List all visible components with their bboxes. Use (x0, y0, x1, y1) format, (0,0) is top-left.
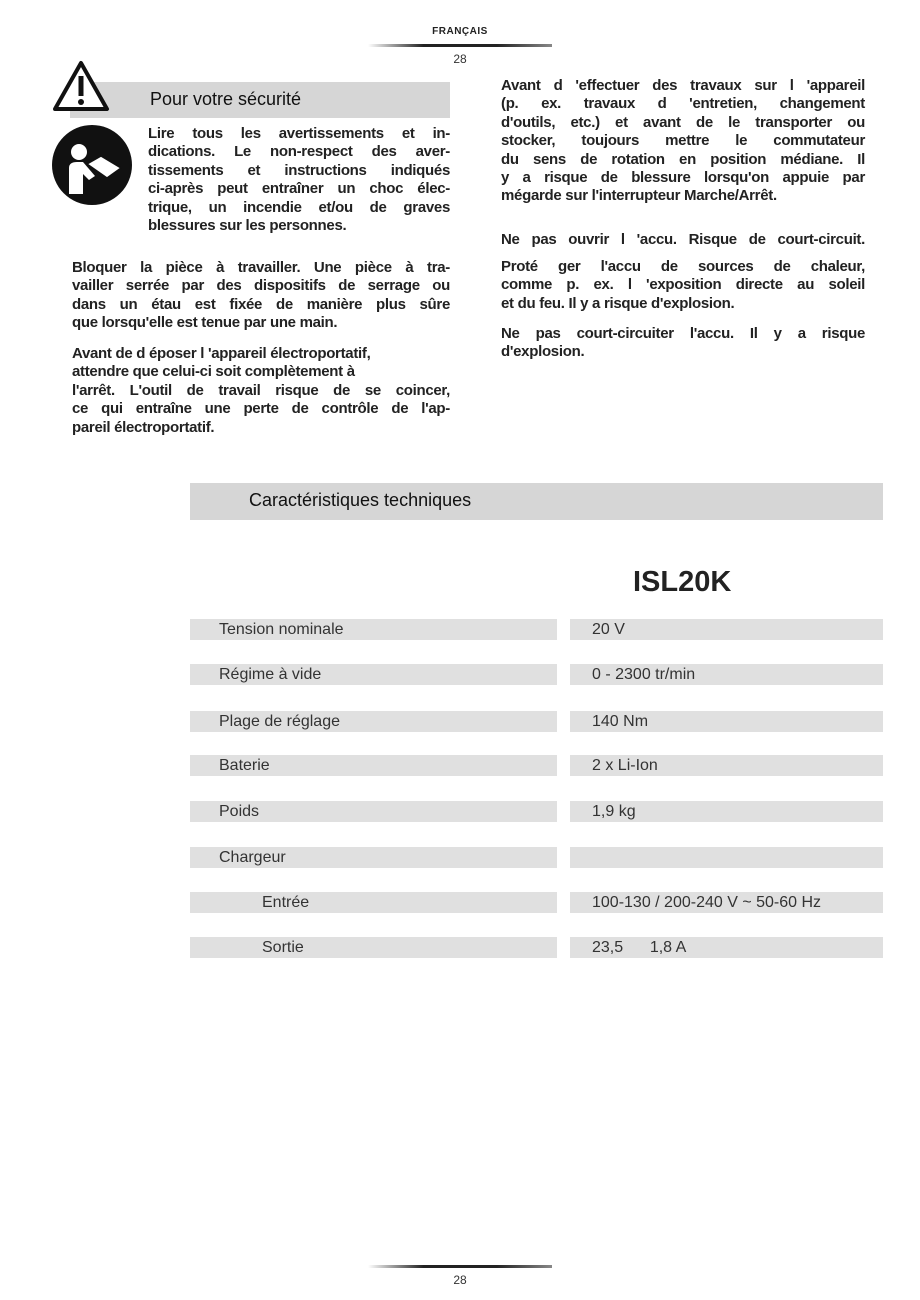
spec-value-text: 1,9 kg (592, 803, 636, 820)
safety-paragraph-5 (501, 258, 865, 313)
spec-label (190, 847, 557, 868)
spec-value (570, 847, 883, 868)
spec-value-text: 2 x Li-Ion (592, 757, 658, 774)
text-line: Avant de d époser l 'appareil électroportatif, (72, 345, 371, 362)
header-rule (368, 44, 552, 47)
text-line: Avant d 'effectuer des travaux sur l 'appareil (501, 77, 865, 94)
spec-label-text: Poids (219, 803, 260, 820)
spec-label (190, 711, 557, 732)
text-line: que lorsqu'elle est tenue par une main. (72, 314, 338, 332)
spec-value (570, 755, 883, 776)
spec-value-text: 140 Nm (592, 713, 649, 730)
text-line: Bloquer la pièce à travailler. Une pièce à tra- (72, 259, 450, 276)
text-line: vailler serrée par des dispositifs de serrage ou (72, 277, 450, 295)
language-header: FRANÇAIS (432, 26, 488, 37)
text-line: blessures sur les personnes. (148, 217, 347, 235)
safety-paragraph-3 (501, 77, 865, 206)
safety-paragraph-4 (501, 231, 865, 249)
read-manual-icon (51, 124, 133, 206)
text-line: dications. Le non-respect des aver- (148, 143, 450, 161)
text-line: mégarde sur l'interrupteur Marche/Arrêt. (501, 187, 777, 205)
text-line: Ne pas ouvrir l 'accu. Risque de court-circuit. (501, 231, 865, 248)
footer-rule (368, 1265, 552, 1268)
text-line: dans un étau est fixée de manière plus sûre (72, 295, 450, 313)
text-line: et du feu. Il y a risque d'explosion. (501, 294, 735, 312)
text-line: (p. ex. travaux d 'entretien, changement (501, 95, 865, 113)
spec-value (570, 892, 883, 913)
text-line: pareil électroportatif. (72, 418, 215, 436)
text-line: du sens de rotation en position médiane. Il (501, 150, 865, 168)
safety-intro (148, 125, 450, 235)
spec-value (570, 619, 883, 640)
safety-paragraph-1 (72, 259, 450, 333)
spec-value (570, 937, 883, 958)
spec-label (190, 892, 557, 913)
spec-label (190, 801, 557, 822)
text-line: d'explosion. (501, 343, 585, 361)
spec-value (570, 664, 883, 685)
page-number-top: 28 (453, 52, 467, 66)
spec-value (570, 711, 883, 732)
spec-label (190, 937, 557, 958)
warning-icon (52, 60, 110, 112)
spec-label-text: Régime à vide (219, 666, 322, 683)
text-line: Proté ger l'accu de sources de chaleur, (501, 258, 865, 275)
text-line: l'arrêt. L'outil de travail risque de se coincer, (72, 381, 450, 399)
text-line: trique, un incendie et/ou de graves (148, 198, 450, 216)
text-line: stocker, toujours mettre le commutateur (501, 132, 865, 150)
model-name: ISL20K (633, 566, 732, 598)
spec-label (190, 755, 557, 776)
text-line: ce qui entraîne une perte de contrôle de l'ap- (72, 400, 450, 418)
spec-label (190, 619, 557, 640)
spec-value-text: 100-130 / 200-240 V ~ 50-60 Hz (592, 894, 822, 911)
spec-value-text: 0 - 2300 tr/min (592, 666, 696, 683)
spec-label-text: Baterie (219, 757, 270, 774)
specs-title: Caractéristiques techniques (249, 490, 472, 510)
text-line: comme p. ex. l 'exposition directe au soleil (501, 276, 865, 294)
spec-value (570, 801, 883, 822)
safety-paragraph-2 (72, 345, 450, 437)
text-line: y a risque de blessure lorsqu'on appuie par (501, 169, 865, 187)
page-number-bottom: 28 (453, 1273, 467, 1287)
text-line: Ne pas court-circuiter l'accu. Il y a risque (501, 325, 865, 342)
spec-value-text: 23,5 1,8 A (592, 939, 687, 956)
spec-label-text: Sortie (262, 939, 304, 956)
spec-label-text: Entrée (262, 894, 310, 911)
spec-label-text: Chargeur (219, 849, 286, 866)
safety-title: Pour votre sécurité (150, 89, 302, 109)
text-line: Lire tous les avertissements et in- (148, 125, 450, 142)
safety-paragraph-6 (501, 325, 865, 362)
spec-value-text (570, 849, 592, 866)
spec-label-text: Plage de réglage (219, 713, 340, 730)
text-line: tissements et instructions indiqués (148, 161, 450, 179)
text-line: d'outils, etc.) et avant de le transporter ou (501, 113, 865, 131)
text-line: attendre que celui-ci soit complètement à (72, 363, 355, 381)
text-line: ci-après peut entraîner un choc élec- (148, 180, 450, 198)
spec-label (190, 664, 557, 685)
spec-value-text: 20 V (592, 621, 625, 638)
spec-label-text: Tension nominale (219, 621, 344, 638)
